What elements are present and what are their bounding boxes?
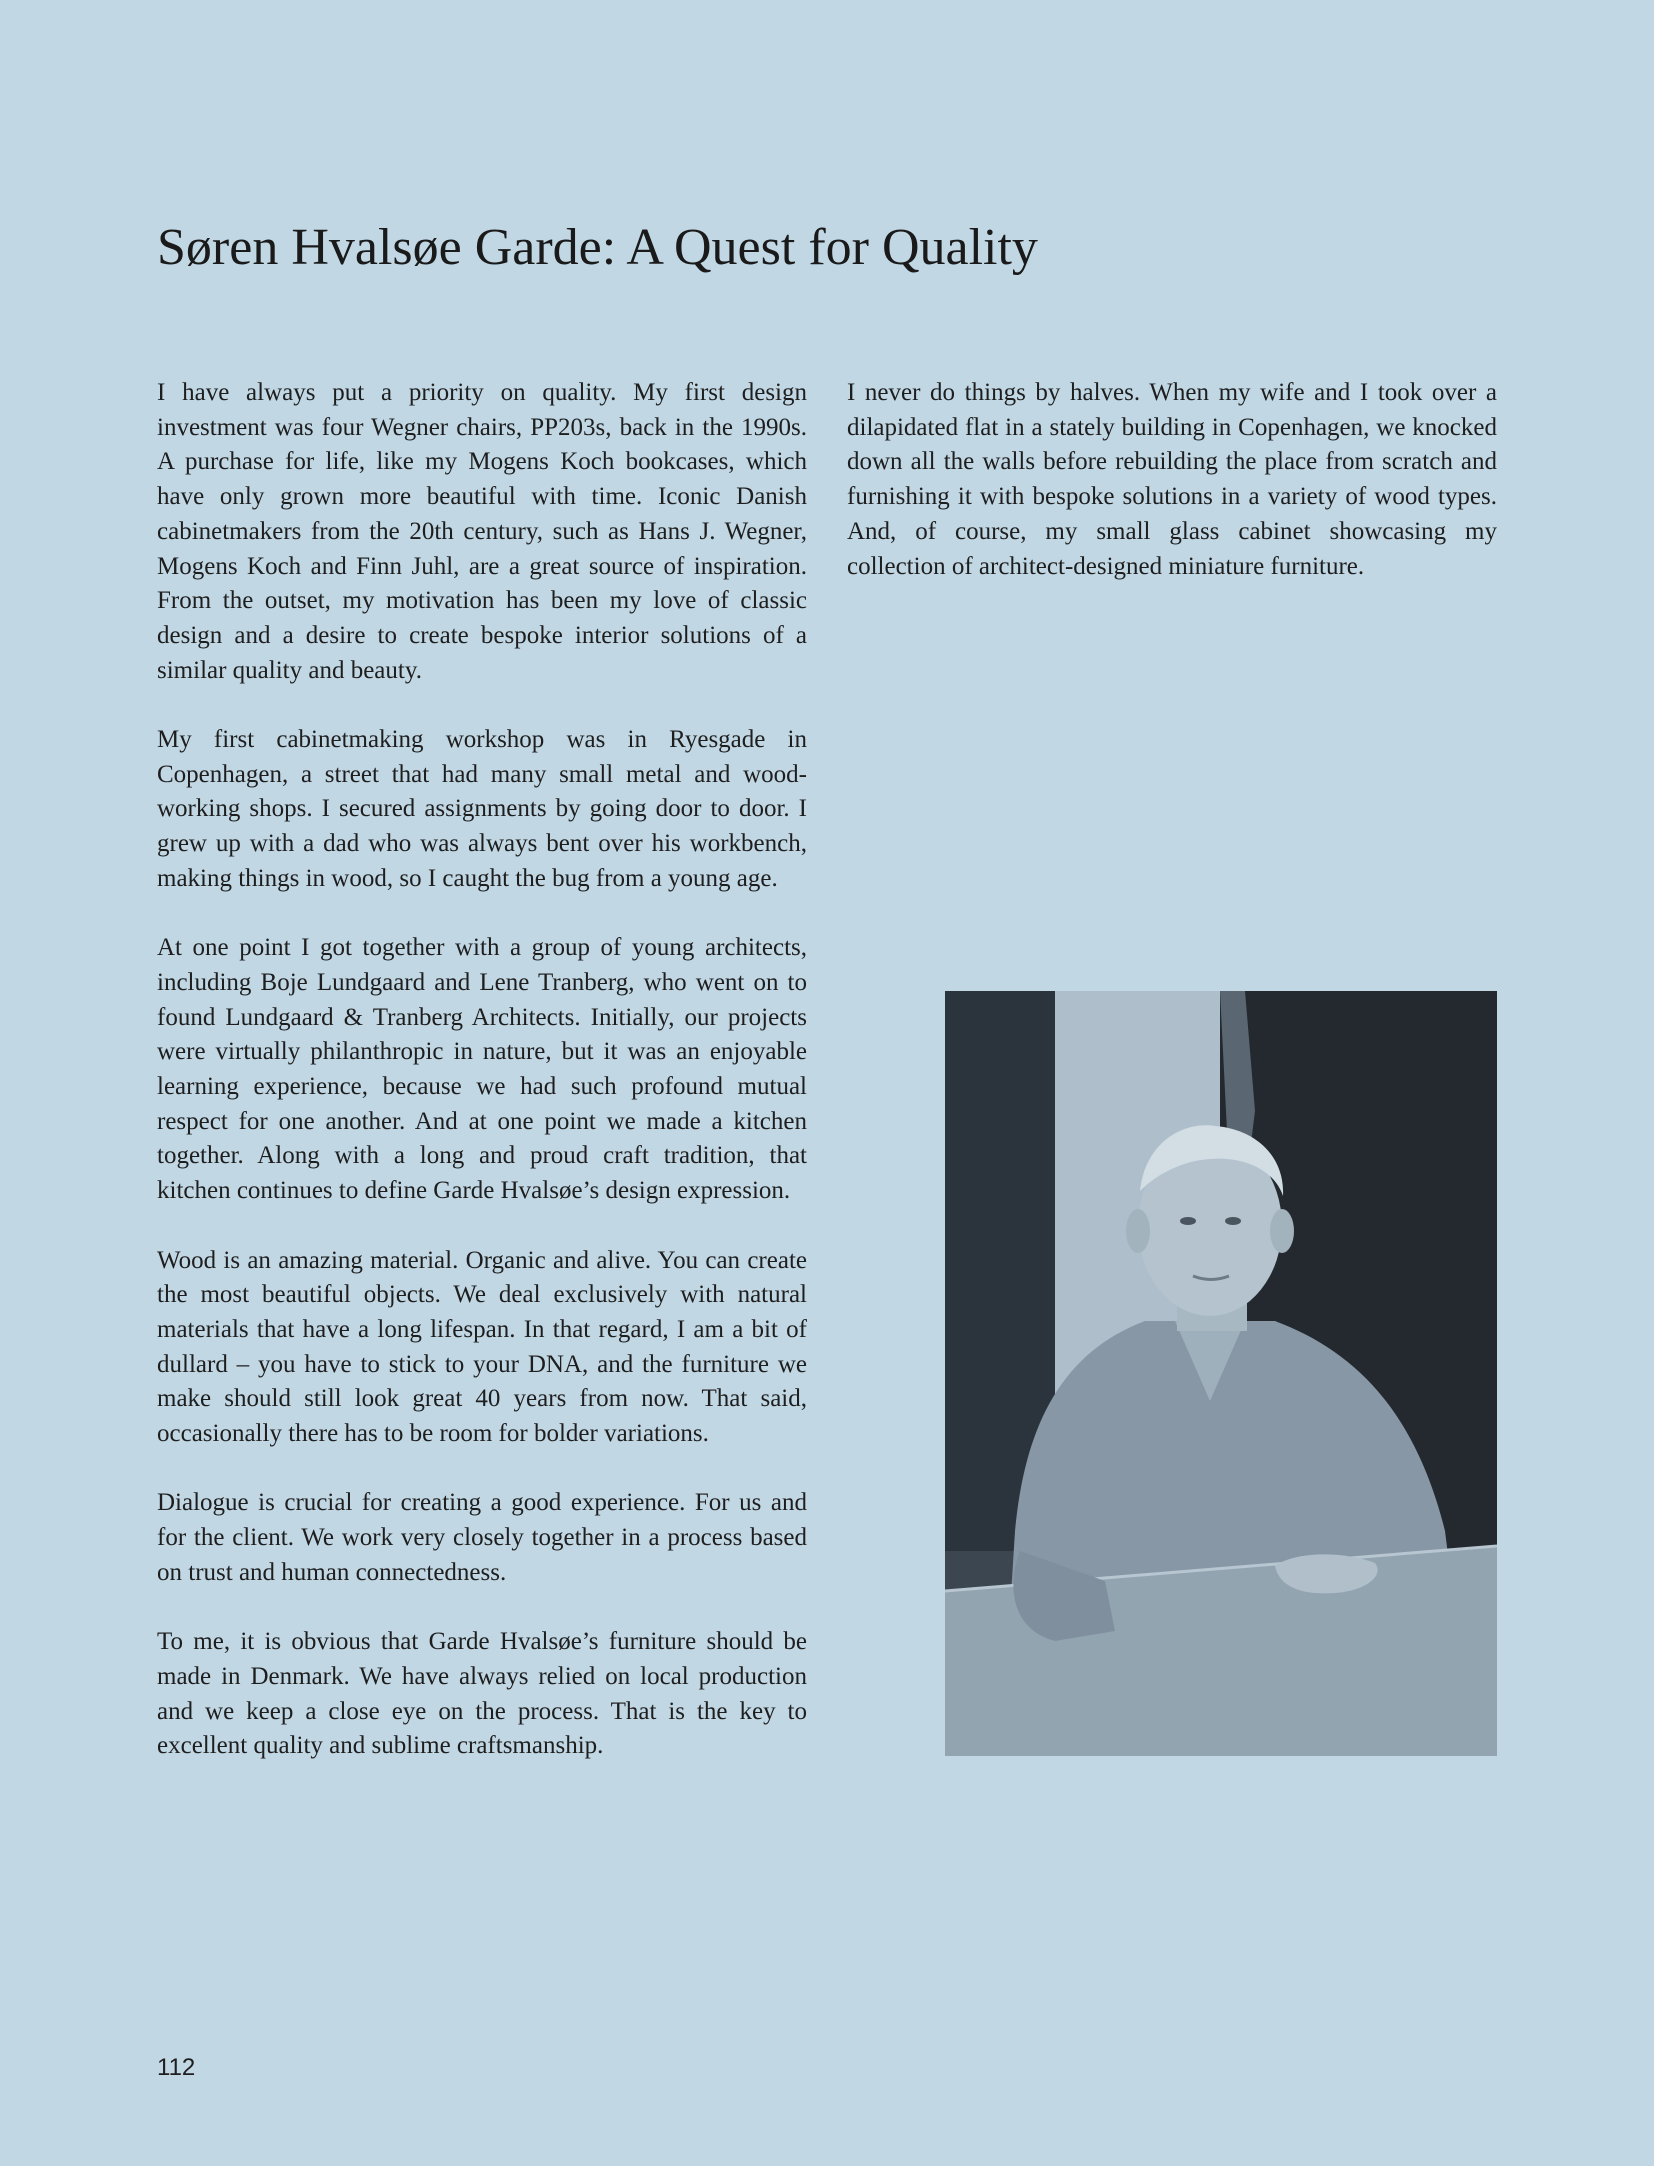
left-text-column bbox=[157, 376, 807, 1799]
page-title: Søren Hvalsøe Garde: A Quest for Quality bbox=[157, 219, 1038, 276]
paragraph: I have always put a priority on quality. My first design investment was four Wegner chairs, PP203s, back in the 1990s. A purchase for life, like my Mogens Koch bookcases, which have only grown more beautiful with time. Iconic Danish cabinetmakers from the 20th century, such as Hans J. Wegner, Mogens Koch and Finn Juhl, are a great source of inspiration. From the outset, my motivation has been my love of classic design and a desire to create bespoke interior solutions of a similar quality and beauty. bbox=[157, 379, 807, 684]
paragraph: My first cabinetmaking workshop was in Ryesgade in Copenhagen, a street that had many small metal and wood-working shops. I secured assignments by going door to door. I grew up with a dad who was always bent over his workbench, making things in wood, so I caught the bug from a young age. bbox=[157, 726, 807, 892]
photo-eye-right bbox=[1225, 1217, 1241, 1225]
portrait-illustration bbox=[945, 991, 1497, 1756]
paragraph: To me, it is obvious that Garde Hvalsøe’s furniture should be made in Denmark. We have always relied on local production and we keep a close eye on the process. That is the key to excellent quality and sublime craftsmanship. bbox=[157, 1628, 807, 1760]
right-text-column bbox=[847, 376, 1497, 619]
page-number: 112 bbox=[157, 2054, 196, 2081]
paragraph: I never do things by halves. When my wife and I took over a dilapidated flat in a stately building in Copenhagen, we knocked down all the walls before rebuilding the place from scratch and furnishing it with bespoke solutions in a variety of wood types. And, of course, my small glass cabinet showcasing my collection of architect-designed miniature furniture. bbox=[847, 379, 1497, 580]
photo-eye-left bbox=[1180, 1217, 1196, 1225]
portrait-photo bbox=[945, 991, 1497, 1756]
photo-ear-right bbox=[1270, 1209, 1294, 1253]
paragraph: At one point I got together with a group of young architects, including Boje Lundgaard and Lene Tranberg, who went on to found Lundgaard & Tranberg Architects. Initially, our projects were virtually philanthropic in nature, but it was an enjoyable learning experience, because we had such profound mutual respect for one another. And at one point we made a kitchen together. Along with a long and proud craft tradition, that kitchen continues to define Garde Hvalsøe’s design expression. bbox=[157, 934, 807, 1205]
paragraph: Dialogue is crucial for creating a good experience. For us and for the client. We work very closely together in a process based on trust and human connectedness. bbox=[157, 1489, 807, 1586]
paragraph: Wood is an amazing material. Organic and alive. You can create the most beautiful objects. We deal exclusively with natural materials that have a long lifespan. In that regard, I am a bit of dullard – you have to stick to your DNA, and the furniture we make should still look great 40 years from now. That said, occasionally there has to be room for bolder variations. bbox=[157, 1246, 807, 1448]
photo-ear-left bbox=[1126, 1209, 1150, 1253]
